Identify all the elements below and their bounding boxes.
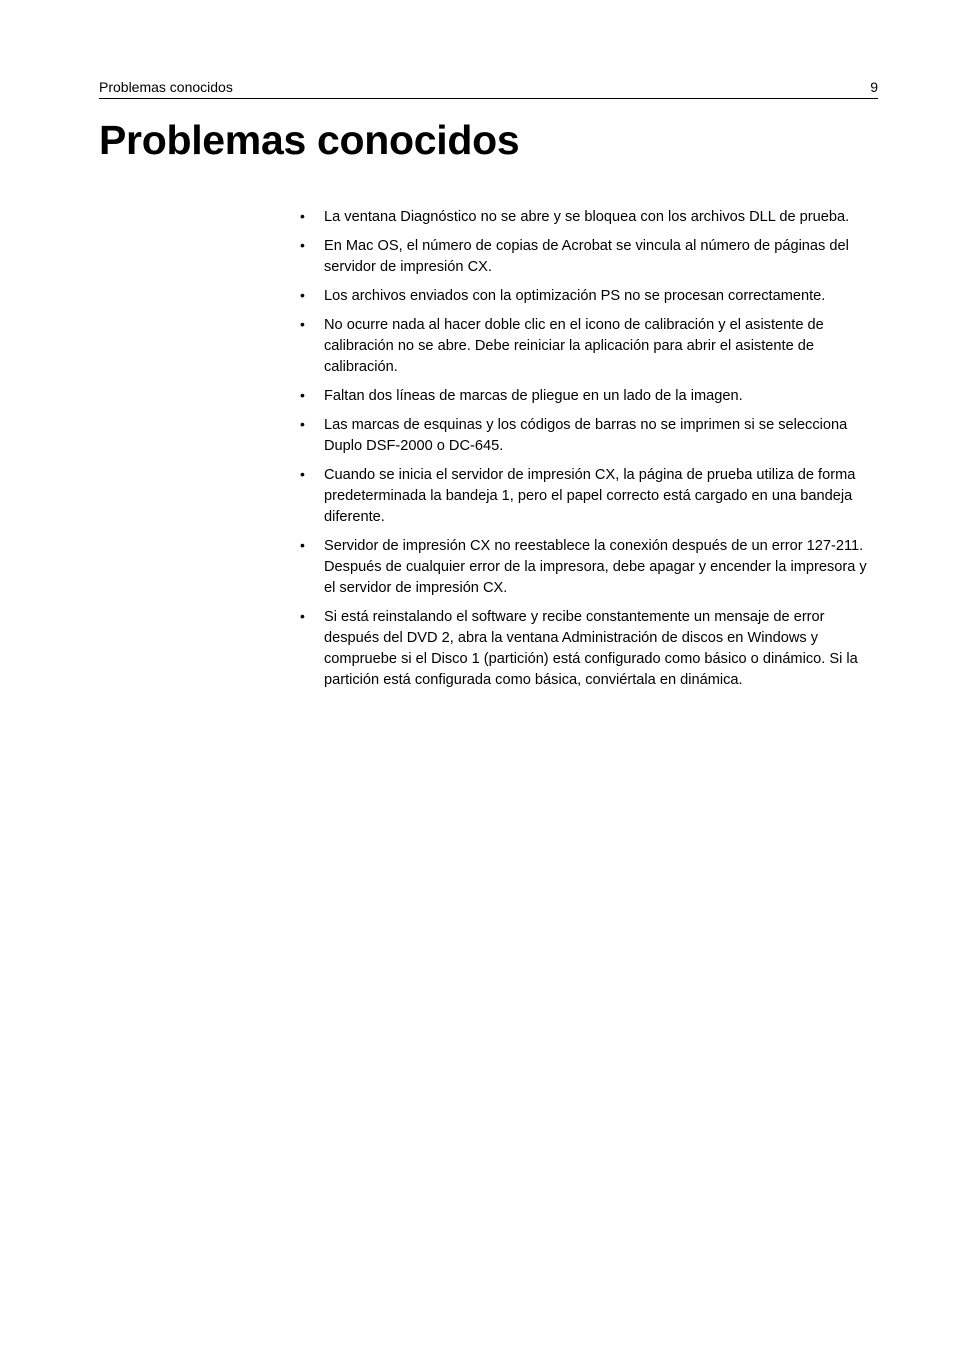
- list-item-text: No ocurre nada al hacer doble clic en el icono de calibración y el asistente de calibración no se abre. Debe reiniciar la aplicación para abrir el asistente de calibración.: [324, 317, 824, 375]
- bullet-icon: •: [300, 237, 305, 253]
- list-item: [300, 236, 880, 278]
- bullet-icon: •: [300, 316, 305, 332]
- bullet-icon: •: [300, 466, 305, 482]
- page-number: 9: [870, 79, 878, 95]
- list-item-text: Las marcas de esquinas y los códigos de barras no se imprimen si se selecciona Duplo DSF-2000 o DC-645.: [324, 417, 848, 454]
- list-item: [300, 536, 880, 599]
- list-item-text: Los archivos enviados con la optimización PS no se procesan correctamente.: [324, 288, 826, 304]
- list-item: [300, 315, 880, 378]
- bullet-icon: •: [300, 537, 305, 553]
- known-issues-list: [300, 207, 880, 699]
- bullet-icon: •: [300, 208, 305, 224]
- list-item: [300, 386, 880, 407]
- list-item: [300, 607, 880, 691]
- running-header: [99, 79, 878, 99]
- list-item-text: Servidor de impresión CX no reestablece la conexión después de un error 127-211. Después de cualquier error de la impresora, debe apagar y encender la impresora y el servidor de impresión CX.: [324, 538, 867, 596]
- page-title: Problemas conocidos: [99, 117, 520, 163]
- list-item: [300, 207, 880, 228]
- list-item-text: En Mac OS, el número de copias de Acrobat se vincula al número de páginas del servidor de impresión CX.: [324, 238, 849, 275]
- bullet-icon: •: [300, 608, 305, 624]
- bullet-icon: •: [300, 287, 305, 303]
- list-item: [300, 415, 880, 457]
- list-item-text: Si está reinstalando el software y recibe constantemente un mensaje de error después del DVD 2, abra la ventana Administración de discos en Windows y compruebe si el Disco 1 (partición) está configurado como básico o dinámico. Si la partición está configurada como básica, conviértala en dinámica.: [324, 609, 858, 688]
- list-item-text: La ventana Diagnóstico no se abre y se bloquea con los archivos DLL de prueba.: [324, 209, 850, 225]
- list-item-text: Cuando se inicia el servidor de impresión CX, la página de prueba utiliza de forma predeterminada la bandeja 1, pero el papel correcto está cargado en una bandeja diferente.: [324, 467, 856, 525]
- bullet-icon: •: [300, 387, 305, 403]
- list-item: [300, 286, 880, 307]
- header-section-title: Problemas conocidos: [99, 79, 233, 95]
- bullet-icon: •: [300, 416, 305, 432]
- list-item-text: Faltan dos líneas de marcas de pliegue en un lado de la imagen.: [324, 388, 743, 404]
- list-item: [300, 465, 880, 528]
